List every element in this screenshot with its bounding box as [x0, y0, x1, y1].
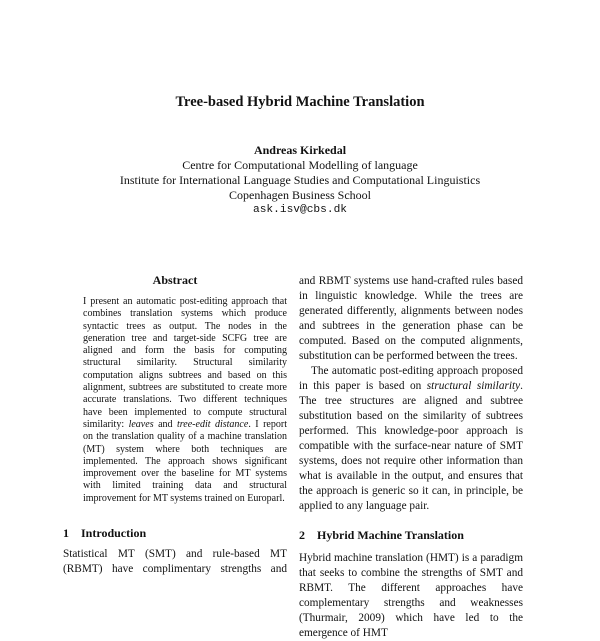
section-1-heading [63, 526, 287, 541]
author-name: Andreas Kirkedal [253, 143, 347, 157]
affiliation-line-1: Centre for Computational Modelling of language [182, 158, 418, 172]
abstract-text-part3: . I report on the translation quality of a machine translation (MT) system where both techniques are implemented. The approach shows significant improvement over the baseline for MT systems with limited training data and structural improvement for MT systems trained on Europarl. [83, 418, 287, 504]
paper-title: Tree-based Hybrid Machine Translation [175, 94, 425, 110]
affiliation-line-3: Copenhagen Business School [229, 188, 371, 202]
left-column [63, 273, 287, 577]
abstract-text [83, 296, 287, 505]
right-paragraph-2-a: The automatic post-editing approach proposed in this paper is based on [299, 365, 523, 392]
abstract-text-part2: and [153, 418, 177, 430]
section-2-title: Hybrid Machine Translation [317, 528, 464, 542]
abstract-emph-leaves: leaves [128, 418, 154, 430]
section-2-number: 2 [299, 528, 305, 542]
intro-line-1: Statistical MT (SMT) and rule-based MT [63, 548, 287, 561]
abstract-heading: Abstract [152, 273, 198, 287]
author-block [0, 143, 600, 218]
abstract-emph-ted: tree-edit distance [177, 418, 249, 430]
section-2-heading [299, 528, 523, 543]
section-1-title: Introduction [81, 526, 147, 541]
abstract-text-part1: I present an automatic post-editing approach that combines translation systems which produce syntactic trees as output. The nodes in the generation tree and target-side SCFG tree are aligned and form the basis for computing structural similarity. Structural similarity computation aligns subtrees and based on this alignment, subtrees are substituted to create more accurate translations. Two different techniques have been implemented to compute structural similarity: [83, 296, 287, 430]
right-paragraph-1: and RBMT systems use hand-crafted rules based in linguistic knowledge. While the trees are generated differently, alignments between nodes and subtrees in the generation phase can be computed. Based on the computed alignments, substitution can be performed between the trees. [299, 275, 523, 362]
structural-similarity-emph: structural similarity [426, 380, 521, 392]
author-email[interactable]: ask.isv@cbs.dk [253, 204, 347, 216]
right-paragraph-2-b: . The tree structures are aligned and subtree substitution based on the similarity of subtrees performed. This knowledge-poor approach is compatible with the surface-near nature of SMT systems, does not require other information than what is available in the output, and ensures that the approach is generic so it can, in principle, be applied to any language pair. [299, 380, 523, 512]
intro-line-2: (RBMT) have complimentary strengths and [63, 563, 287, 576]
right-paragraph-2 [299, 364, 523, 514]
section-1-number: 1 [63, 526, 69, 541]
affiliation-line-2: Institute for International Language Studies and Computational Linguistics [119, 173, 481, 187]
right-column [299, 274, 523, 641]
section-2-paragraph: Hybrid machine translation (HMT) is a paradigm that seeks to combine the strengths of SMT and RBMT. The different approaches have complementary strengths and weaknesses (Thurmair, 2009) which have led to the emergence of HMT [299, 552, 523, 639]
